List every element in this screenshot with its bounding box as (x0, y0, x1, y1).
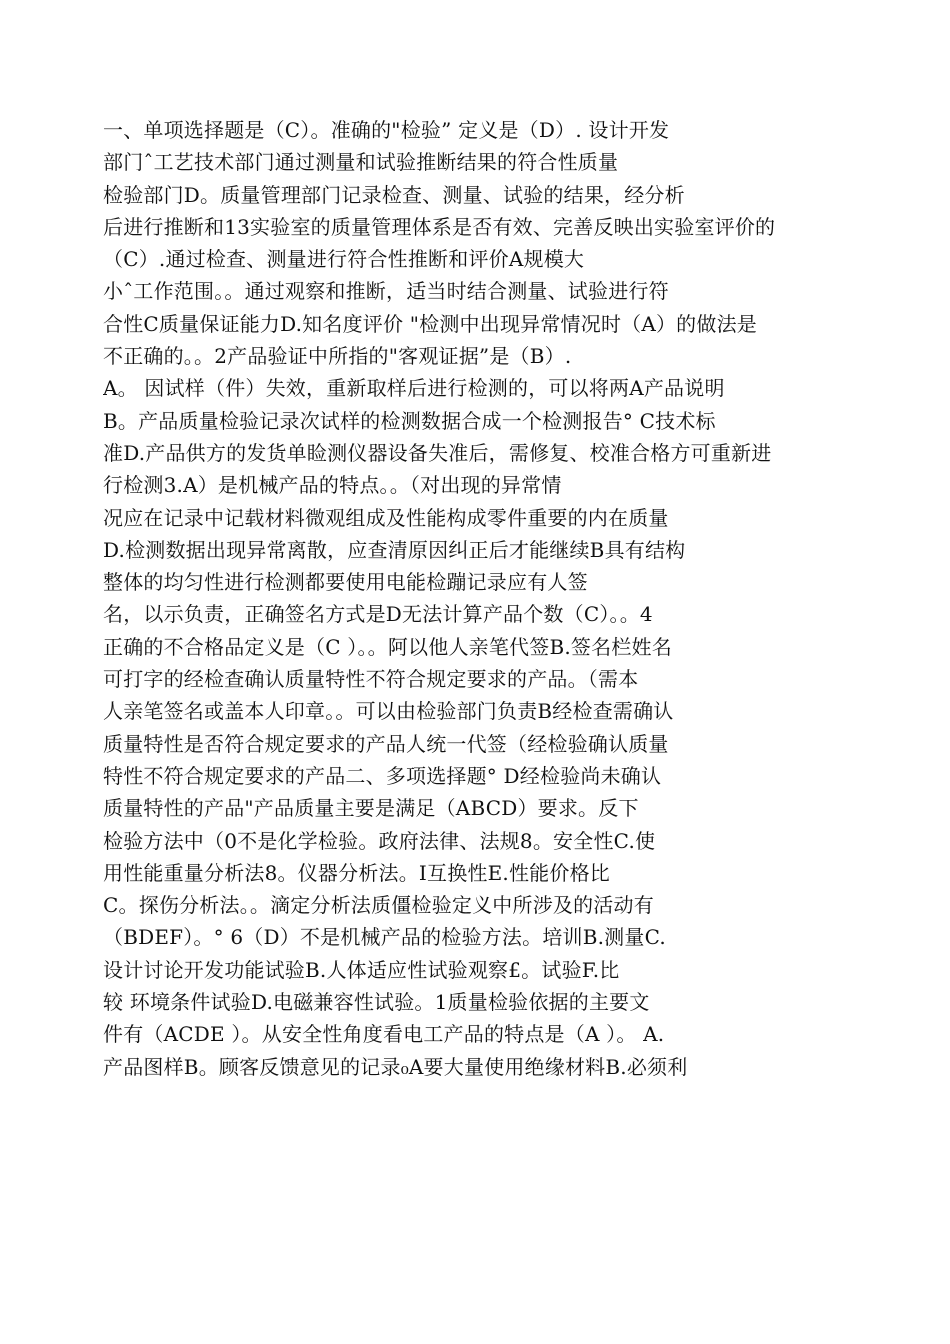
text-line-8: 不正确的。。2产品验证中所指的"客观证据”是（B）. (103, 344, 572, 369)
text-line-21: 特性不符合规定要求的产品二、多项选择题° D经检验尚未确认 (103, 763, 662, 788)
text-line-17: 正确的不合格品定义是（C ）。。阿以他人亲笔代签B.签名栏姓名 (103, 634, 672, 659)
text-line-18: 可打字的经检查确认质量特性不符合规定要求的产品。（需本 (103, 667, 639, 692)
text-line-10: B。产品质量检验记录次试样的检测数据合成一个检测报告° C技术标 (103, 408, 716, 433)
text-line-2: 部门ˆ工艺技术部门通过测量和试验推断结果的符合性质量 (103, 150, 619, 175)
text-line-26: （BDEF）。° 6（D）不是机械产品的检验方法。培训B.测量C. (103, 925, 666, 950)
text-line-29: 件有（ACDE ）。从安全性角度看电工产品的特点是（A ）。 A. (103, 1022, 665, 1047)
text-line-12: 行检测3.A）是机械产品的特点。。（对出现的异常情 (103, 473, 562, 498)
text-line-7: 合性C质量保证能力D.知名度评价 "检测中出现异常情况时（A）的做法是 (103, 311, 757, 336)
text-line-20: 质量特性是否符合规定要求的产品人统一代签（经检验确认质量 (103, 731, 669, 756)
text-line-3: 检验部门D。质量管理部门记录检查、测量、试验的结果，经分析 (103, 182, 685, 207)
text-line-13: 况应在记录中记载材料微观组成及性能构成零件重要的内在质量 (103, 505, 669, 530)
text-line-11: 准D.产品供方的发货单睑测仪器设备失准后，需修复、校准合格方可重新进 (103, 440, 772, 465)
text-line-24: 用性能重量分析法8。仪器分析法。I互换性E.性能价格比 (103, 860, 610, 885)
text-line-23: 检验方法中（0不是化学检验。政府法律、法规8。安全性C.使 (103, 828, 656, 853)
text-line-9: A。 因试样（件）失效，重新取样后进行检测的，可以将两A产品说明 (103, 376, 725, 401)
text-line-25: C。探伤分析法。。滴定分析法质僵检验定义中所涉及的活动有 (103, 893, 654, 918)
text-line-27: 设计讨论开发功能试验B.人体适应性试验观察£。试验F.比 (103, 957, 620, 982)
text-line-28: 较 环境条件试验D.电磁兼容性试验。1质量检验依据的主要文 (103, 990, 650, 1015)
text-line-15: 整体的均匀性进行检测都要使用电能检蹦记录应有人签 (103, 570, 588, 595)
document-body-text (103, 114, 893, 1083)
text-line-5: （C）.通过检查、测量进行符合性推断和评价A规模大 (103, 247, 585, 272)
text-line-19: 人亲笔签名或盖本人印章。。可以由检验部门负责B经检查需确认 (103, 699, 674, 724)
text-line-4: 后进行推断和13实验室的质量管理体系是否有效、完善反映出实验室评价的 (103, 214, 776, 239)
text-line-16: 名，以示负责，正确签名方式是D无法计算产品个数（C）。。4 (103, 602, 653, 627)
text-line-6: 小ˆ工作范围。。通过观察和推断，适当时结合测量、试验进行符 (103, 279, 669, 304)
text-line-30: 产品图样B。顾客反馈意见的记录₀A要大量使用绝缘材料B.必须利 (103, 1054, 688, 1079)
text-line-1: 一、单项选择题是（C）。准确的"检验” 定义是（D）. 设计开发 (103, 118, 670, 142)
text-line-22: 质量特性的产品"产品质量主要是满足（ABCD）要求。反下 (103, 796, 639, 821)
text-line-14: D.检测数据出现异常离散，应查清原因纠正后才能继续B具有结构 (103, 537, 686, 562)
